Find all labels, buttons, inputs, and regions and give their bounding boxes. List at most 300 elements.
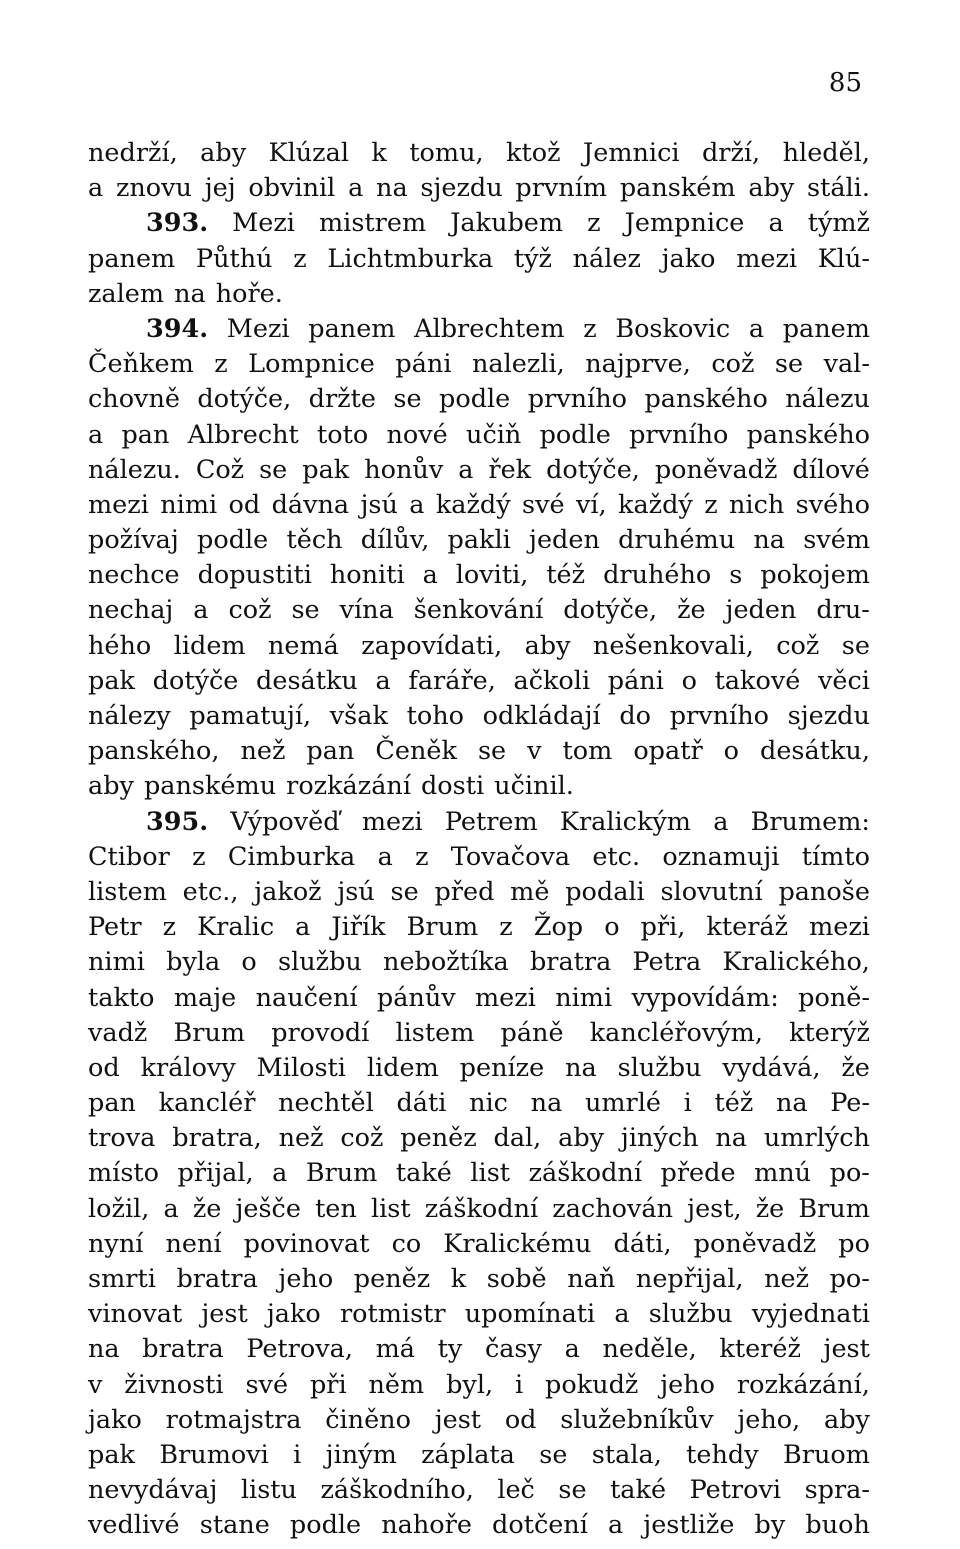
text-line [88, 769, 870, 804]
word: což [340, 1123, 384, 1154]
word: službu [648, 1299, 733, 1330]
word: a [768, 208, 784, 239]
word: se [558, 1475, 587, 1506]
section-number: 395. [146, 806, 209, 837]
word: od [88, 1052, 120, 1083]
text-line [88, 910, 870, 945]
word: najprve, [585, 349, 691, 380]
word: a [458, 454, 474, 485]
word: Mezi [232, 208, 295, 239]
word: trova [88, 1123, 156, 1154]
word: list [470, 1158, 511, 1189]
word: ty [437, 1334, 463, 1365]
word: dotýče [152, 665, 239, 696]
word: se [259, 454, 288, 485]
word: i [514, 1369, 524, 1400]
word: nálezy [88, 701, 171, 731]
word: sobě [486, 1264, 547, 1294]
word: pokojem [760, 560, 870, 591]
word: se [477, 736, 507, 767]
word: naučení [255, 982, 358, 1013]
word: z [214, 349, 228, 380]
text-line [88, 664, 870, 699]
word: pan [121, 419, 170, 450]
section-number: 394. [146, 313, 209, 344]
word: dotýče, [546, 454, 640, 485]
word: opatř [633, 736, 703, 767]
word: jiným [325, 1439, 397, 1470]
text-line [88, 1192, 870, 1227]
word: desátku, [760, 736, 870, 767]
word: že [755, 1193, 785, 1224]
word: druhého [603, 560, 712, 591]
word: nález [572, 243, 641, 274]
word: podle [539, 419, 611, 450]
word: nemá [267, 630, 339, 661]
word: sjezdu [420, 173, 503, 204]
word: Výpověď [230, 806, 340, 837]
word: leč [497, 1475, 535, 1506]
word: na [88, 1334, 120, 1365]
word: ví, [575, 489, 607, 520]
word: své [245, 1369, 289, 1400]
word: Tovačova [450, 841, 571, 872]
word: nedrží, [88, 138, 178, 168]
word: nechaj [88, 595, 174, 626]
word: takto [88, 982, 155, 1013]
word: nechce [88, 560, 180, 591]
word: není [165, 1228, 222, 1259]
word: panského [644, 384, 768, 415]
word: jako [88, 1404, 142, 1435]
text-line [88, 347, 870, 382]
word: z [415, 841, 429, 872]
word: při, [640, 912, 686, 943]
text-line [88, 523, 870, 558]
word: po [838, 1228, 870, 1259]
word: znovu [115, 173, 192, 204]
text-line [88, 453, 870, 488]
word: učiň [466, 419, 522, 450]
word: maje [173, 982, 237, 1013]
word: mě [510, 876, 550, 907]
word: Milosti [256, 1052, 346, 1083]
text-line [88, 1473, 870, 1508]
word: aby [88, 771, 134, 802]
word: své [522, 489, 565, 520]
word: o [604, 912, 620, 943]
word: umrlých [763, 1123, 870, 1154]
text-line [88, 242, 870, 277]
word: panskému [143, 771, 277, 802]
word: panem [782, 313, 870, 344]
word: Jakubem [450, 208, 564, 239]
word: podali [565, 876, 645, 907]
text-line [88, 418, 870, 453]
word: nebožtíka [383, 947, 509, 978]
word: nevydávaj [88, 1475, 218, 1506]
word: že [192, 1193, 222, 1224]
word: záškodního, [320, 1475, 474, 1506]
word: jeden [725, 595, 797, 626]
word: nyní [88, 1228, 144, 1259]
word: Brumovi [159, 1439, 269, 1470]
word: mezi [475, 982, 536, 1013]
word: vyjednati [751, 1299, 870, 1330]
word: hoře. [215, 278, 283, 309]
word: což [228, 595, 272, 626]
word: oznamuji [662, 841, 780, 872]
word: kancléř [158, 1088, 256, 1119]
word: Petra [632, 947, 702, 978]
word: Kralic [197, 912, 275, 943]
word: rozkázání, [736, 1369, 870, 1400]
text-line [88, 1508, 870, 1543]
word: se [390, 876, 419, 907]
word: Lichtmburka [327, 243, 494, 274]
word: byla [166, 947, 221, 978]
word: pak [88, 665, 135, 696]
word: o [723, 736, 740, 767]
word: také [395, 1158, 452, 1189]
word: zapovídati, [361, 630, 503, 661]
word: k [450, 1264, 467, 1294]
word: kancléřovým, [589, 1017, 763, 1048]
word: nálezu [785, 384, 870, 415]
word: bratra [176, 1264, 258, 1294]
word: z [704, 489, 718, 520]
word: panském [619, 173, 736, 204]
section-first-line [88, 206, 870, 241]
word: z [162, 912, 177, 943]
word: a [163, 1193, 179, 1224]
word: o [241, 947, 257, 978]
word: na [715, 1123, 748, 1154]
word: lidem [173, 630, 246, 661]
word: Petrem [444, 806, 538, 837]
word: živnosti [124, 1369, 224, 1400]
word: pánův [376, 982, 456, 1013]
word: dru- [816, 595, 870, 626]
word: učinil. [494, 771, 574, 802]
word: záškodní [528, 1158, 643, 1189]
word: Jempnice [624, 208, 745, 239]
word: v [88, 1369, 103, 1400]
word: hého [88, 630, 152, 661]
text-line [88, 558, 870, 593]
text-line [88, 1262, 870, 1297]
word: nepřijal, [635, 1264, 744, 1294]
word: ačkoli [513, 665, 591, 696]
section-number: 393. [146, 208, 209, 239]
text-line [88, 699, 870, 734]
word: jakož [254, 876, 322, 907]
word: nálezu. [88, 454, 181, 485]
word: Lompnice [248, 349, 375, 380]
word: Kralického, [722, 947, 870, 978]
word: službu [277, 947, 362, 978]
word: jako [266, 1299, 321, 1330]
word: dotčení [492, 1510, 588, 1541]
word: toho [406, 701, 464, 731]
word: byl, [446, 1369, 494, 1400]
text-line [88, 382, 870, 417]
text-line [88, 1121, 870, 1156]
word: poněvadž [654, 454, 778, 485]
word: jeho [278, 1264, 334, 1294]
word: královy [140, 1052, 236, 1083]
word: bratra, [172, 1123, 262, 1154]
word: záplata [421, 1439, 515, 1470]
word: Petrovi [689, 1475, 782, 1506]
word: pan [88, 1088, 136, 1119]
word: a [272, 1158, 288, 1189]
word: na [174, 278, 206, 309]
word: bratra [529, 947, 612, 978]
word: z [293, 243, 307, 274]
word: nimi [88, 947, 145, 978]
word: těch [286, 525, 343, 556]
word: každý [435, 489, 511, 520]
word: Brum [173, 1017, 246, 1048]
word: obvinil [248, 173, 336, 204]
word: a [88, 419, 104, 450]
text-line [88, 629, 870, 664]
word: řek [488, 454, 532, 485]
word: nalezli, [471, 349, 565, 380]
word: a [607, 1510, 624, 1541]
word: honiti [329, 560, 405, 591]
word: mezi [736, 243, 798, 274]
word: jsú [360, 489, 398, 520]
word: rozkázání [286, 771, 411, 802]
text-line [88, 1403, 870, 1438]
word: etc. [592, 841, 641, 872]
word: Kralickému [443, 1228, 592, 1259]
word: a [88, 173, 104, 204]
word: svém [803, 525, 870, 556]
word: ten [315, 1193, 357, 1224]
word: buoh [805, 1510, 870, 1541]
word: hleděl, [782, 138, 870, 168]
word: jestliže [643, 1510, 735, 1541]
word: páně [500, 1017, 564, 1048]
word: poněvadž [693, 1228, 817, 1259]
word: stane [199, 1510, 270, 1541]
word: jiných [620, 1123, 699, 1154]
word: do [619, 701, 652, 731]
word: nich [728, 489, 785, 520]
word: listem [395, 1017, 475, 1048]
word: též [546, 560, 586, 591]
word: nešenkovali, [592, 630, 754, 661]
word: se [291, 595, 320, 626]
word: což [776, 630, 820, 661]
word: peněz [353, 1264, 431, 1294]
word: ješče [235, 1193, 301, 1224]
text-line [88, 593, 870, 628]
word: povinovat [243, 1228, 370, 1259]
word: po- [829, 1264, 870, 1294]
word: dáti [396, 1088, 447, 1119]
word: druhému [618, 525, 736, 556]
word: Petr [88, 912, 142, 943]
word: nahoře [381, 1510, 472, 1541]
word: nimi [160, 489, 218, 520]
word: a [748, 313, 765, 344]
word: že [841, 1052, 870, 1083]
word: pak [88, 1439, 135, 1470]
word: ložil, [88, 1193, 150, 1224]
word: pan [306, 736, 355, 767]
text-line [88, 1368, 870, 1403]
word: z [192, 841, 206, 872]
word: panského, [88, 736, 220, 767]
word: Kralickým [559, 806, 691, 837]
word: místo [88, 1158, 160, 1189]
word: přede [660, 1158, 736, 1189]
word: kterýž [789, 1017, 870, 1048]
word: při [309, 1369, 347, 1400]
word: z [583, 313, 597, 344]
text-line [88, 1332, 870, 1367]
word: chovně [88, 384, 180, 415]
page-number: 85 [828, 68, 862, 98]
word: páni [395, 349, 452, 380]
word: než [240, 736, 286, 767]
word: od [228, 489, 261, 520]
word: Půthú [195, 243, 273, 274]
word: přijal, [177, 1158, 254, 1189]
word: s [729, 560, 743, 591]
word: Bruom [783, 1439, 870, 1470]
word: a [409, 489, 425, 520]
word: jeden [529, 525, 600, 556]
word: slovutní [660, 876, 763, 907]
word: činěno [325, 1404, 411, 1435]
word: páni [607, 665, 664, 696]
word: vinovat [88, 1299, 183, 1330]
word: toto [317, 419, 369, 450]
word: Brumem: [750, 806, 870, 837]
text-line [88, 488, 870, 523]
word: aby [748, 173, 795, 204]
word: nic [469, 1088, 508, 1119]
text-line [88, 136, 870, 171]
word: věci [818, 665, 870, 696]
word: Ctibor [88, 841, 170, 872]
word: panského [746, 419, 870, 450]
word: panem [88, 243, 176, 274]
word: pamatují, [189, 701, 312, 731]
word: na [775, 1088, 808, 1119]
word: jej [204, 173, 236, 204]
word: jeho, [737, 1404, 801, 1435]
word: Mezi [226, 313, 290, 344]
section-first-line [88, 805, 870, 840]
word: o [681, 665, 697, 696]
word: naň [567, 1264, 616, 1294]
word: prvním [515, 173, 608, 204]
word: a [295, 912, 311, 943]
word: provodí [271, 1017, 370, 1048]
word: etc., [182, 876, 239, 907]
word: Petrova, [246, 1334, 353, 1365]
word: dotýče, [197, 384, 292, 415]
word: faráře, [408, 665, 496, 696]
word: se [539, 1439, 568, 1470]
word: na [530, 1088, 563, 1119]
word: Boskovic [615, 313, 731, 344]
word: rotmajstra [165, 1404, 302, 1435]
word: než [764, 1264, 810, 1294]
word: ktož [506, 138, 561, 168]
word: vydává, [722, 1052, 821, 1083]
word: stala, [591, 1439, 662, 1470]
word: mezi [361, 806, 423, 837]
word: podle [439, 384, 511, 415]
word: dosti [420, 771, 485, 802]
word: umrlé [584, 1088, 661, 1119]
word: prvního [629, 419, 729, 450]
word: Cimburka [227, 841, 356, 872]
word: se [393, 384, 422, 415]
word: svého [795, 489, 870, 520]
word: službu [617, 1052, 702, 1083]
word: listem [88, 876, 167, 907]
word: aby [524, 630, 571, 661]
word: desátku [256, 665, 358, 696]
word: val- [823, 349, 870, 380]
word: Což [195, 454, 245, 485]
word: pak [302, 454, 350, 485]
word: prvního [527, 384, 627, 415]
word: jeho [660, 1369, 716, 1400]
word: Brum [305, 1158, 378, 1189]
text-line [88, 1051, 870, 1086]
word: týmž [807, 208, 870, 239]
word: neděle, [602, 1334, 697, 1365]
word: panem [308, 313, 396, 344]
word: týž [513, 243, 552, 274]
word: dal, [493, 1123, 542, 1154]
word: drží, [701, 138, 761, 168]
word: z [587, 208, 601, 239]
word: vína [339, 595, 394, 626]
text-line [88, 1227, 870, 1262]
body-text [88, 136, 870, 1544]
word: tímto [801, 841, 870, 872]
word: od [504, 1404, 537, 1435]
word: dílové [792, 454, 870, 485]
word: Klú- [817, 243, 870, 274]
word: a [193, 595, 209, 626]
word: na [565, 1052, 597, 1083]
word: kteráž [706, 912, 789, 943]
word: Žop [533, 912, 584, 943]
word: jest [434, 1404, 482, 1435]
word: sjezdu [787, 701, 870, 731]
word: a [564, 1334, 580, 1365]
text-line [88, 171, 870, 206]
word: Jemnici [583, 138, 680, 168]
word: na [376, 173, 408, 204]
word: něm [368, 1369, 425, 1400]
word: rotmistr [339, 1299, 446, 1330]
word: bratra [142, 1334, 224, 1365]
word: zachován [552, 1193, 674, 1224]
word: spra- [804, 1475, 870, 1506]
